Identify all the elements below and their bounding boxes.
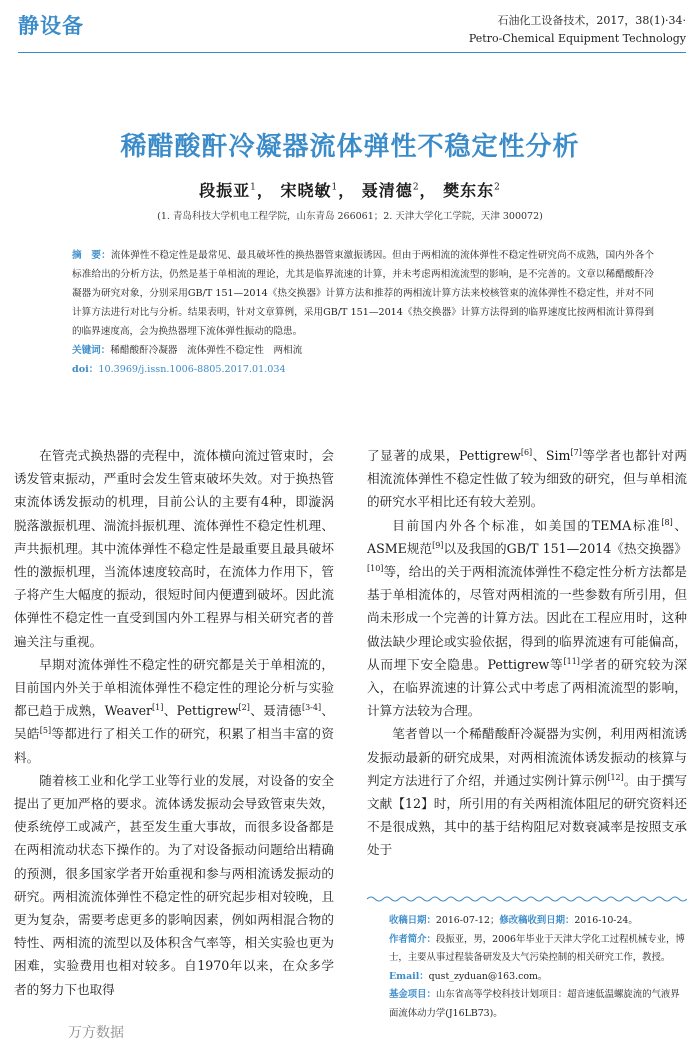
header-rule: [18, 52, 686, 53]
body-text: 笔者曾以一个稀醋酸酐冷凝器为实例，利用两相流诱发振动最新的研究成果，对两相流流体诱发振动的核算与判定方法进行了介绍，并通过实例计算示例: [367, 726, 687, 788]
journal-english-name: Petro-Chemical Equipment Technology: [468, 32, 686, 45]
body-text: 。由于撰写文献【12】时，所引用的有关两相流体阻尼的研究资料还不是很成熟，其中的基于结构阻尼对数衰减率是按照支承处于: [367, 772, 688, 858]
footnote-email: [389, 968, 687, 987]
citation-ref[interactable]: [5]: [39, 726, 52, 736]
footnote-text: 2016-07-12；: [435, 915, 500, 926]
footnote-text[interactable]: qust_zyduan@163.com。: [428, 970, 548, 982]
author-separator: ，: [256, 181, 274, 200]
doi-link[interactable]: 10.3969/j.issn.1006-8805.2017.01.034: [98, 364, 286, 375]
section-tag: 静设备: [18, 14, 84, 38]
body-text: 、吴皓: [14, 703, 335, 742]
citation-ref[interactable]: [2]: [238, 703, 250, 713]
affiliation: (1. 青岛科技大学机电工程学院，山东青岛 266061；2. 天津大学化工学院，天津 300072): [157, 211, 543, 222]
author-affil-mark: 2: [412, 182, 420, 193]
author-name: 樊东东: [443, 181, 495, 200]
body-text: 随着核工业和化学工业等行业的发展，对设备的安全提出了更加严格的要求。流体诱发振动会导致管束失效，使系统停工或减产，甚至发生重大事故，而很多设备都是在两相流动状态下操作的。为了对设备振动问题给出精确的预测，很多国家学者开始重视和参与两相流诱发振动的研究。两相流流体弹性不稳定性的研究起步相对较晚，且更为复杂，需要考虑更多的影响因素，例如两相混合物的特性、两相流的流型以及体积含气率等，相关实验也更为困难，实验费用也相对较多。自1970年以来，在众多学者的努力下也取得: [14, 772, 334, 997]
body-text: 早期对流体弹性不稳定性的研究都是关于单相流的，目前国内外关于单相流体弹性不稳定性的理论分析与实验都已趋于成熟，Weaver: [14, 656, 334, 719]
body-text: 、聂清德: [249, 703, 302, 719]
footnote-label: 基金项目：: [389, 989, 436, 1000]
author-affil-mark: 2: [494, 182, 501, 193]
body-text: 、ASME规范: [367, 517, 687, 556]
watermark: 万方数据: [68, 1022, 124, 1042]
footnote-label: 收稿日期：: [389, 915, 436, 926]
body-paragraph: [367, 722, 687, 861]
article-title: 稀醋酸酐冷凝器流体弹性不稳定性分析: [120, 132, 580, 162]
author-name: 聂清德: [361, 181, 413, 200]
body-paragraph: [14, 769, 334, 1001]
author-list: [0, 178, 700, 201]
citation-ref[interactable]: [1]: [152, 703, 164, 713]
citation-ref[interactable]: [7]: [570, 447, 582, 457]
body-text: 、Pettigrew: [163, 703, 239, 719]
body-text: 等，给出的关于两相流流体弹性不稳定性分析方法都是基于单相流体的，尽管对两相流的一些参数有所引用，但尚未形成一个完善的计算方法。因此在工程应用时，这种做法缺少理论或实验依据，得到的临界流速有可能偏高，从而埋下安全隐患。Pettigrew等: [367, 564, 687, 672]
body-paragraph: [367, 444, 687, 514]
body-paragraph: [14, 444, 334, 653]
footnote-label: 修改稿收到日期：: [499, 915, 575, 926]
journal-header: [469, 12, 686, 48]
body-paragraph: [367, 514, 687, 723]
journal-citation: 石油化工设备技术，2017，38(1)·34·: [497, 14, 686, 27]
author-separator: ，: [338, 181, 356, 200]
citation-ref[interactable]: [9]: [432, 540, 444, 550]
body-column-left: [14, 444, 334, 1001]
keywords-label: 关键词：: [72, 345, 111, 356]
body-text: 等都进行了相关工作的研究，积累了相当丰富的资料。: [14, 726, 335, 765]
footnote-received: [389, 912, 687, 931]
keywords: [72, 341, 654, 360]
footnote-funding: [389, 986, 687, 1023]
footnotes: [389, 912, 687, 1023]
abstract-text: 流体弹性不稳定性是最常见、最具破坏性的换热器管束激振诱因。但由于两相流的流体弹性不稳定性研究尚不成熟，国内外各个标准给出的分析方法，仍然是基于单相流的理论，尤其是临界流速的计算，并未考虑两相流流型的影响，是不完善的。文章以稀醋酸酐冷凝器为研究对象，分别采用GB/T 151—2014《热交换器》计算方法和推荐的两相流计算方法来校核管束的流体弹性不稳定性，并对不同计算方法进行对比与分析。结果表明，针对文章算例，采用GB/T 151—2014《热交换器》计算方法得到的临界速度比按两相流计算得到的临界速度高，会为换热器埋下流体弹性振动的隐患。: [72, 250, 655, 337]
abstract-label: 摘 要：: [72, 250, 111, 261]
author-affil-mark: 1: [331, 182, 339, 193]
citation-ref[interactable]: [8]: [661, 517, 673, 527]
doi: [72, 360, 654, 379]
body-text: 等学者也都针对两相流流体弹性不稳定性做了较为细致的研究，但与单相流的研究水平相比还有较大差别。: [367, 448, 687, 510]
author-name: 宋晓敏: [280, 181, 332, 200]
body-text: 学者的研究较为深入，在临界流速的计算公式中考虑了两相流流型的影响，计算方法较为合理。: [367, 656, 687, 719]
footnote-label: Email：: [389, 970, 429, 982]
footnote-text: 2016-10-24。: [574, 915, 638, 926]
abstract-block: [72, 246, 654, 416]
footnote-author-bio: [389, 931, 687, 968]
footnote-text: 段振亚，男，2006年毕业于天津大学化工过程机械专业，博士，主要从事过程装备研发及大气污染控制的相关研究工作，教授。: [389, 933, 685, 963]
author-separator: ，: [419, 181, 437, 200]
body-column-right: [367, 444, 687, 862]
abstract: [72, 246, 654, 341]
body-text: 、Sim: [532, 448, 571, 463]
body-text: 了显著的成果，Pettigrew: [367, 448, 521, 463]
footnote-label: 作者简介：: [389, 933, 436, 945]
body-paragraph: [14, 653, 334, 769]
citation-ref[interactable]: [12]: [607, 772, 624, 782]
body-text: 在管壳式换热器的壳程中，流体横向流过管束时，会诱发管束振动，严重时会发生管束破坏失效。对于换热管束流体诱发振动的机理，目前公认的主要有4种，即漩涡脱落激振机理、湍流抖振机理、流体弹性不稳定性机理、声共振机理。其中流体弹性不稳定性是最重要且最具破坏性的激振机理，当流体速度较高时，在流体力作用下，管子将产生大幅度的振动，很短时间内便遭到破坏。因此流体弹性不稳定性一直受到国内外工程界与相关研究者的普遍关注与重视。: [14, 448, 334, 649]
author-affil-mark: 1: [250, 182, 257, 193]
keywords-text: 稀醋酸酐冷凝器 流体弹性不稳定性 两相流: [110, 345, 303, 356]
citation-ref[interactable]: [10]: [367, 563, 384, 573]
doi-label: doi：: [72, 364, 99, 375]
author-name: 段振亚: [199, 181, 251, 200]
citation-ref[interactable]: [11]: [563, 656, 580, 666]
footnote-separator: [367, 895, 687, 903]
body-text: 目前国内外各个标准，如美国的TEMA标准: [392, 517, 662, 533]
body-text: 以及我国的GB/T 151—2014《热交换器》: [443, 540, 687, 556]
footnote-text: 山东省高等学校科技计划项目：超音速低温螺旋流的气液界面流体动力学(J16LB73)。: [389, 989, 680, 1019]
citation-ref[interactable]: [6]: [520, 447, 533, 457]
citation-ref[interactable]: [3-4]: [301, 703, 322, 713]
